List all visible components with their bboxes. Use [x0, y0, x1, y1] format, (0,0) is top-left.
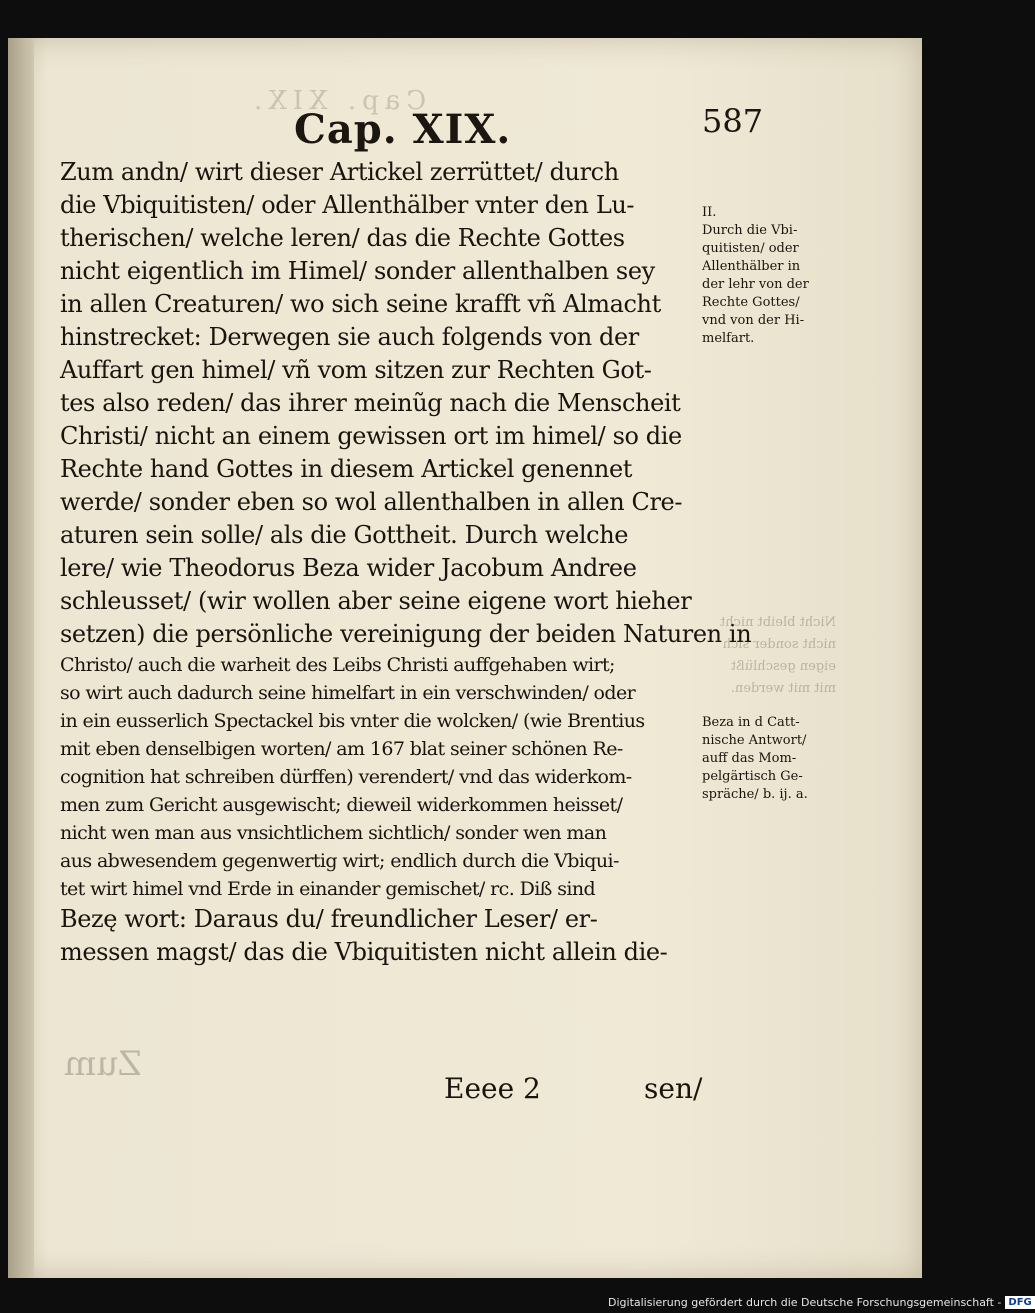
page-gutter	[8, 38, 34, 1278]
text-line: Zum andn/ wirt dieser Artickel zerrüttet/ durch	[60, 158, 619, 186]
text-line: Christi/ nicht an einem gewissen ort im himel/ so die	[60, 422, 682, 450]
text-line-quote: in ein eusserlich Spectackel bis vnter die wolcken/ (wie Brentius	[60, 710, 645, 732]
text-line: messen magst/ das die Vbiquitisten nicht allein die-	[60, 938, 668, 966]
text-line: in allen Creaturen/ wo sich seine krafft vñ Almacht	[60, 290, 661, 318]
margin-note-line: eigen geschlüßt	[730, 659, 836, 674]
margin-note-line: mit mit werden.	[730, 681, 836, 696]
bleed-through-header: Cap. XIX.	[248, 86, 427, 116]
page-number: 587	[702, 102, 764, 140]
text-line-quote: aus abwesendem gegenwertig wirt; endlich durch die Vbiqui-	[60, 850, 619, 872]
page-header	[8, 102, 922, 152]
text-line-quote: men zum Gericht ausgewischt; dieweil widerkommen heisset/	[60, 794, 623, 816]
margin-note-line: Nicht bleibt nicht	[720, 615, 836, 630]
bleed-through-catchword: Zum	[64, 1044, 142, 1084]
margin-note-line: Durch die Vbi-	[702, 223, 798, 238]
chapter-heading: Cap. XIX.	[294, 106, 512, 153]
text-line: nicht eigentlich im Himel/ sonder allenthalben sey	[60, 257, 655, 285]
text-line: aturen sein solle/ als die Gottheit. Durch welche	[60, 521, 629, 549]
margin-note-line: nische Antwort/	[702, 733, 807, 748]
text-line-quote: nicht wen man aus vnsichtlichem sichtlich/ sonder wen man	[60, 822, 607, 844]
catchword: sen/	[644, 1072, 703, 1105]
text-line-quote: cognition hat schreiben dürffen) verendert/ vnd das widerkom-	[60, 766, 632, 788]
text-line: setzen) die persönliche vereinigung der beiden Naturen in	[60, 620, 752, 648]
text-line: die Vbiquitisten/ oder Allenthälber vnter den Lu-	[60, 191, 635, 219]
text-line: Auffart gen himel/ vñ vom sitzen zur Rechten Got-	[60, 356, 652, 384]
margin-note-line: Allenthälber in	[702, 259, 801, 274]
margin-note-line: der lehr von der	[702, 277, 809, 292]
text-line: schleusset/ (wir wollen aber seine eigene wort hieher	[60, 587, 692, 615]
signature-mark: Eeee 2	[444, 1072, 541, 1105]
text-line: therischen/ welche leren/ das die Rechte Gottes	[60, 224, 625, 252]
margin-note-line: Rechte Gottes/	[702, 295, 800, 310]
margin-note-line: II.	[702, 205, 717, 220]
text-line: hinstrecket: Derwegen sie auch folgends von der	[60, 323, 639, 351]
margin-note-line: vnd von der Hi-	[702, 313, 805, 328]
text-line: werde/ sonder eben so wol allenthalben in allen Cre-	[60, 488, 683, 516]
text-line-quote: Christo/ auch die warheit des Leibs Christi auffgehaben wirt;	[60, 654, 615, 676]
dfg-logo: DFG	[1005, 1296, 1034, 1309]
text-line-quote: mit eben denselbigen worten/ am 167 blat seiner schönen Re-	[60, 738, 623, 760]
text-line: Bezę wort: Daraus du/ freundlicher Leser/ er-	[60, 905, 598, 933]
margin-note-line: quitisten/ oder	[702, 241, 799, 256]
text-line: Rechte hand Gottes in diesem Artickel genennet	[60, 455, 633, 483]
text-line-quote: tet wirt himel vnd Erde in einander gemischet/ rc. Diß sind	[60, 878, 596, 900]
margin-note-line: melfart.	[702, 331, 755, 346]
book-page	[8, 38, 922, 1278]
margin-note-line: Beza in d Catt-	[702, 715, 800, 730]
margin-note-line: nicht sonder sich	[722, 637, 836, 652]
margin-note-line: auff das Mom-	[702, 751, 797, 766]
margin-note-line: pelgärtisch Ge-	[702, 769, 803, 784]
margin-note-beza	[702, 714, 832, 804]
funding-credit-text: Digitalisierung gefördert durch die Deutsche Forschungsgemeinschaft -	[608, 1296, 1002, 1309]
text-line: lere/ wie Theodorus Beza wider Jacobum Andree	[60, 554, 637, 582]
text-line: tes also reden/ das ihrer meinũg nach die Menscheit	[60, 389, 681, 417]
margin-note-line: spräche/ b. ij. a.	[702, 787, 808, 802]
bleed-through-margin-note	[708, 612, 836, 700]
funding-credit	[608, 1296, 1035, 1309]
margin-note-ubiquitists	[702, 204, 832, 348]
text-line-quote: so wirt auch dadurch seine himelfart in ein verschwinden/ oder	[60, 682, 636, 704]
